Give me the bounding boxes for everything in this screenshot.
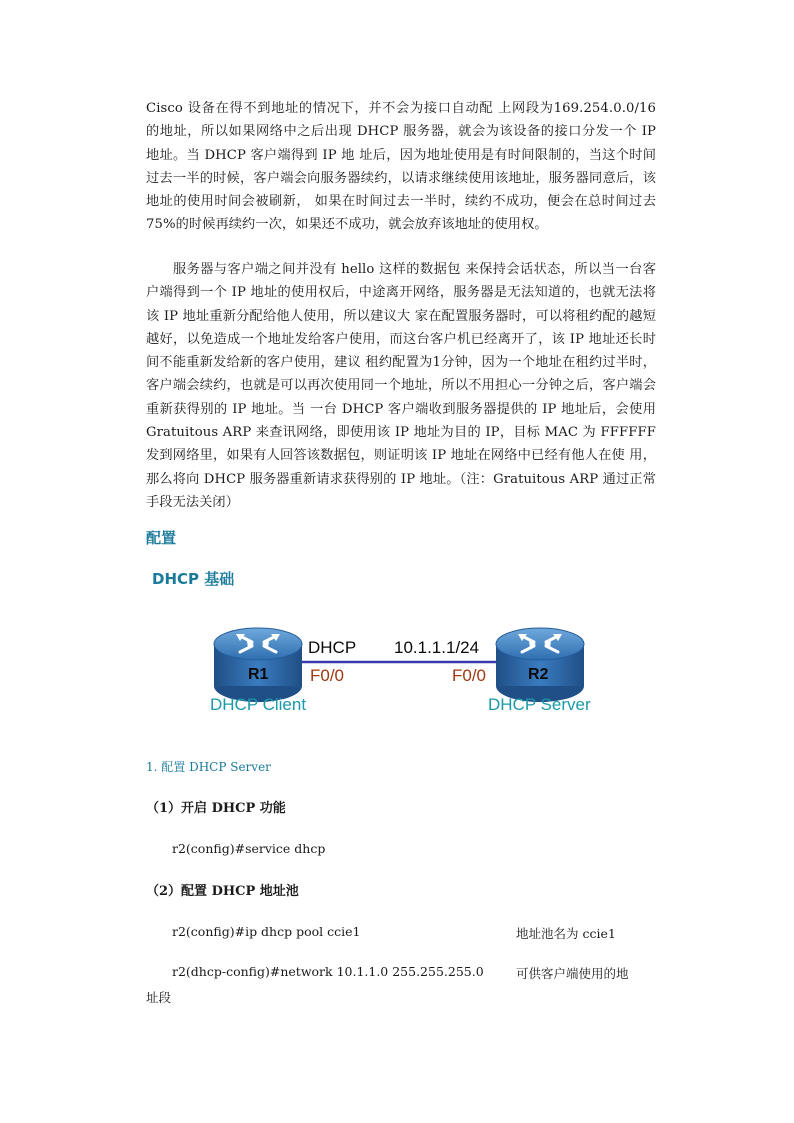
note-network-continuation: 址段 bbox=[146, 990, 172, 1005]
paragraph-text: 服务器与客户端之间并没有 hello 这样的数据包 来保持会话状态，所以当一台客户端得到一个 IP 地址的使用权后，中途离开网络，服务器是无法知道的，也就无法将该 IP 地址重新分配给他人使用，所以建议大 家在配置服务器时，可以将租约配的越短越好，以免造成一个地址发给客户使用，而这台客户机已经离开了，该 IP 地址还长时间不能重新发给新的客户使用，建议 租约配置为1分钟，因为一个地址在租约过半时，客户端会续约，也就是可以再次使用同一个地址，所以不用担心一分钟之后，客户端会重新获得别的 IP 地址。当 一台 DHCP 客户端收到服务器提供的 IP 地址后，会使用 Gratuitous ARP 来查讯网络，即使用该 IP 地址为目的 IP，目标 MAC 为 FFFFFF 发到网络里，如果有人回答该数据包，则证明该 IP 地址在网络中已经有他人在使 用，那么将向 DHCP 服务器重新请求获得别的 IP 地址。（注：Gratuitous ARP 通过正常手段无法关闭） bbox=[146, 262, 656, 510]
router-r1-icon bbox=[214, 628, 302, 702]
command-service-dhcp: r2(config)#service dhcp bbox=[172, 841, 326, 856]
r1-label: R1 bbox=[248, 666, 269, 683]
note-network: 可供客户端使用的地 bbox=[516, 966, 629, 981]
section-heading-dhcp-basics: DHCP 基础 bbox=[152, 570, 235, 588]
r2-role-label: DHCP Server bbox=[488, 695, 591, 714]
step-heading-configure-server: 1. 配置 DHCP Server bbox=[146, 760, 271, 774]
r1-port-label: F0/0 bbox=[310, 666, 345, 685]
substep-configure-pool: （2）配置 DHCP 地址池 bbox=[146, 884, 299, 899]
command-dhcp-pool: r2(config)#ip dhcp pool ccie1 bbox=[172, 924, 361, 939]
note-pool-name: 地址池名为 ccie1 bbox=[516, 926, 616, 941]
link-protocol-label: DHCP bbox=[308, 638, 357, 657]
link-network-label: 10.1.1.1/24 bbox=[394, 638, 480, 657]
paragraph-lease-renewal: Cisco 设备在得不到地址的情况下，并不会为接口自动配 上网段为169.254.0.0/16 的地址，所以如果网络中之后出现 DHCP 服务器，就会为该设备的接口分发一个 IP 地址。当 DHCP 客户端得到 IP 地 址后，因为地址使用是有时间限制的，当这个时间过去一半的时候，客户端会向服务器续约，以请求继续使用该地址，服务器同意后，该地址的使用时间会被刷新， 如果在时间过去一半时，续约不成功，便会在总时间过去75%的时候再续约一次，如果还不成功，就会放弃该地址的使用权。 bbox=[146, 101, 656, 233]
r2-label: R2 bbox=[528, 666, 549, 683]
command-network: r2(dhcp-config)#network 10.1.1.0 255.255.255.0 bbox=[172, 964, 484, 979]
paragraph-gratuitous-arp bbox=[146, 258, 656, 514]
substep-enable-dhcp: （1）开启 DHCP 功能 bbox=[146, 801, 286, 816]
r2-port-label: F0/0 bbox=[452, 666, 487, 685]
section-heading-config: 配置 bbox=[146, 529, 177, 547]
network-topology-diagram bbox=[200, 618, 620, 728]
router-r2-icon bbox=[496, 628, 584, 702]
r1-role-label: DHCP Client bbox=[210, 695, 307, 714]
